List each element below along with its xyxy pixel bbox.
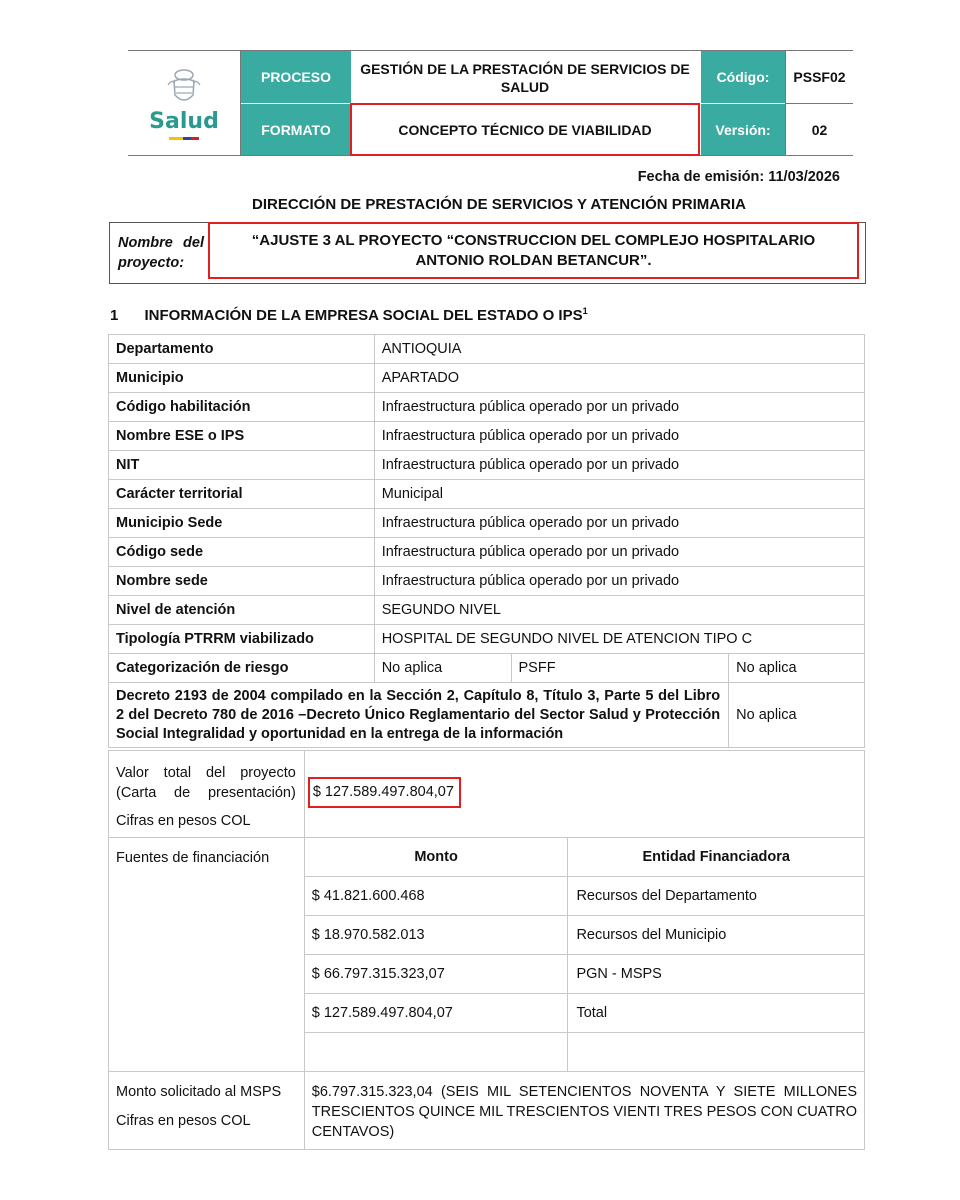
info-row-label: Municipio Sede — [109, 509, 375, 538]
info-row-value: SEGUNDO NIVEL — [374, 596, 864, 625]
section1-heading — [110, 306, 588, 324]
fuentes-entidad: Recursos del Municipio — [568, 916, 865, 955]
valor-total-value-cell — [304, 751, 864, 838]
monto-solicitado-label-cell — [109, 1072, 305, 1150]
flag-stripe — [169, 137, 199, 140]
decreto-text: Decreto 2193 de 2004 compilado en la Sección 2, Capítulo 8, Título 3, Parte 5 del Libro 2 del Decreto 780 de 2016 –Decreto Único Reglamentario del Sector Salud y Protección Social Integralidad y oportunidad en la entrega de la información — [109, 683, 729, 748]
info-row-label: Departamento — [109, 335, 375, 364]
info-table — [108, 334, 865, 748]
valor-total-units: Cifras en pesos COL — [116, 813, 251, 829]
info-row-value: APARTADO — [374, 364, 864, 393]
section1-title: INFORMACIÓN DE LA EMPRESA SOCIAL DEL ESTADO O IPS — [144, 307, 583, 324]
info-row-value: Infraestructura pública operado por un privado — [374, 567, 864, 596]
valor-total-label: Valor total del proyecto (Carta de presentación) — [116, 765, 296, 801]
section1-number: 1 — [110, 307, 119, 324]
info-row-value: Infraestructura pública operado por un privado — [374, 451, 864, 480]
info-row-label: Tipología PTRRM viabilizado — [109, 625, 375, 654]
info-row-value: ANTIOQUIA — [374, 335, 864, 364]
info-row-label: Nombre ESE o IPS — [109, 422, 375, 451]
info-row — [109, 567, 865, 596]
info-row-label: Nombre sede — [109, 567, 375, 596]
fecha-emision: Fecha de emisión: 11/03/2026 — [637, 169, 840, 185]
info-row-value: Infraestructura pública operado por un privado — [374, 393, 864, 422]
info-row-value: Infraestructura pública operado por un privado — [374, 538, 864, 567]
info-row — [109, 422, 865, 451]
fuentes-monto: $ 41.821.600.468 — [304, 877, 568, 916]
info-row — [109, 451, 865, 480]
salud-logo — [128, 51, 240, 155]
section1-footnote: 1 — [582, 306, 588, 316]
codigo-value: PSSF02 — [793, 69, 846, 85]
info-row-label: Código sede — [109, 538, 375, 567]
info-row — [109, 480, 865, 509]
info-row-label: NIT — [109, 451, 375, 480]
riesgo-mid-label: PSFF — [511, 654, 729, 683]
info-row — [109, 625, 865, 654]
fuentes-monto: $ 18.970.582.013 — [304, 916, 568, 955]
fuentes-entidad: Recursos del Departamento — [568, 877, 865, 916]
fuentes-entidad: PGN - MSPS — [568, 955, 865, 994]
fuentes-col-monto: Monto — [304, 838, 568, 877]
info-row — [109, 509, 865, 538]
monto-solicitado-units: Cifras en pesos COL — [116, 1113, 251, 1129]
monto-solicitado-value: $6.797.315.323,04 (SEIS MIL SETENCIENTOS NOVENTA Y SIETE MILLONES TRESCIENTOS QUINCE MIL TRESCIENTOS VIENTI TRES PESOS CON CUATRO CENTAVOS) — [304, 1072, 864, 1150]
riesgo-value-1: No aplica — [374, 654, 511, 683]
version-label: Versión: — [701, 104, 785, 155]
version-value: 02 — [811, 121, 828, 138]
monto-solicitado-label: Monto solicitado al MSPS — [116, 1084, 282, 1100]
fuentes-label: Fuentes de financiación — [109, 838, 305, 1072]
info-row — [109, 538, 865, 567]
valor-total-value: $ 127.589.497.804,07 — [308, 777, 461, 808]
proceso-value: GESTIÓN DE LA PRESTACIÓN DE SERVICIOS DE SALUD — [360, 61, 690, 95]
document-header — [128, 50, 853, 156]
fuentes-table — [108, 837, 865, 1072]
riesgo-label: Categorización de riesgo — [109, 654, 375, 683]
fuentes-monto: $ 66.797.315.323,07 — [304, 955, 568, 994]
coat-of-arms-icon — [166, 67, 202, 107]
fuentes-empty-cell — [568, 1033, 865, 1072]
decreto-row — [109, 683, 865, 748]
proyecto-value: “AJUSTE 3 AL PROYECTO “CONSTRUCCION DEL COMPLEJO HOSPITALARIO ANTONIO ROLDAN BETANCUR”. — [208, 222, 859, 279]
info-row-label: Código habilitación — [109, 393, 375, 422]
riesgo-row — [109, 654, 865, 683]
info-row-label: Carácter territorial — [109, 480, 375, 509]
info-row-value: HOSPITAL DE SEGUNDO NIVEL DE ATENCION TIPO C — [374, 625, 864, 654]
info-row-value: Infraestructura pública operado por un privado — [374, 509, 864, 538]
riesgo-value-2: No aplica — [729, 654, 865, 683]
fuentes-col-entidad: Entidad Financiadora — [568, 838, 865, 877]
decreto-value: No aplica — [729, 683, 865, 748]
monto-solicitado-table — [108, 1071, 865, 1150]
info-row-value: Infraestructura pública operado por un privado — [374, 422, 864, 451]
fuentes-entidad: Total — [568, 994, 865, 1033]
formato-value: CONCEPTO TÉCNICO DE VIABILIDAD — [350, 103, 700, 156]
fuentes-monto: $ 127.589.497.804,07 — [304, 994, 568, 1033]
proyecto-label: Nombre del proyecto: — [118, 235, 204, 271]
logo-text: Salud — [149, 108, 219, 134]
formato-label: FORMATO — [241, 104, 351, 155]
info-row — [109, 393, 865, 422]
info-row-label: Nivel de atención — [109, 596, 375, 625]
valor-total-label-cell — [109, 751, 305, 838]
info-row — [109, 596, 865, 625]
info-row — [109, 335, 865, 364]
info-row — [109, 364, 865, 393]
info-row-label: Municipio — [109, 364, 375, 393]
valor-total-table — [108, 750, 865, 838]
info-row-value: Municipal — [374, 480, 864, 509]
proceso-label: PROCESO — [241, 51, 351, 103]
fuentes-empty-cell — [304, 1033, 568, 1072]
codigo-label: Código: — [701, 51, 785, 103]
direccion-title: DIRECCIÓN DE PRESTACIÓN DE SERVICIOS Y ATENCIÓN PRIMARIA — [252, 196, 746, 213]
proyecto-box — [109, 222, 866, 284]
